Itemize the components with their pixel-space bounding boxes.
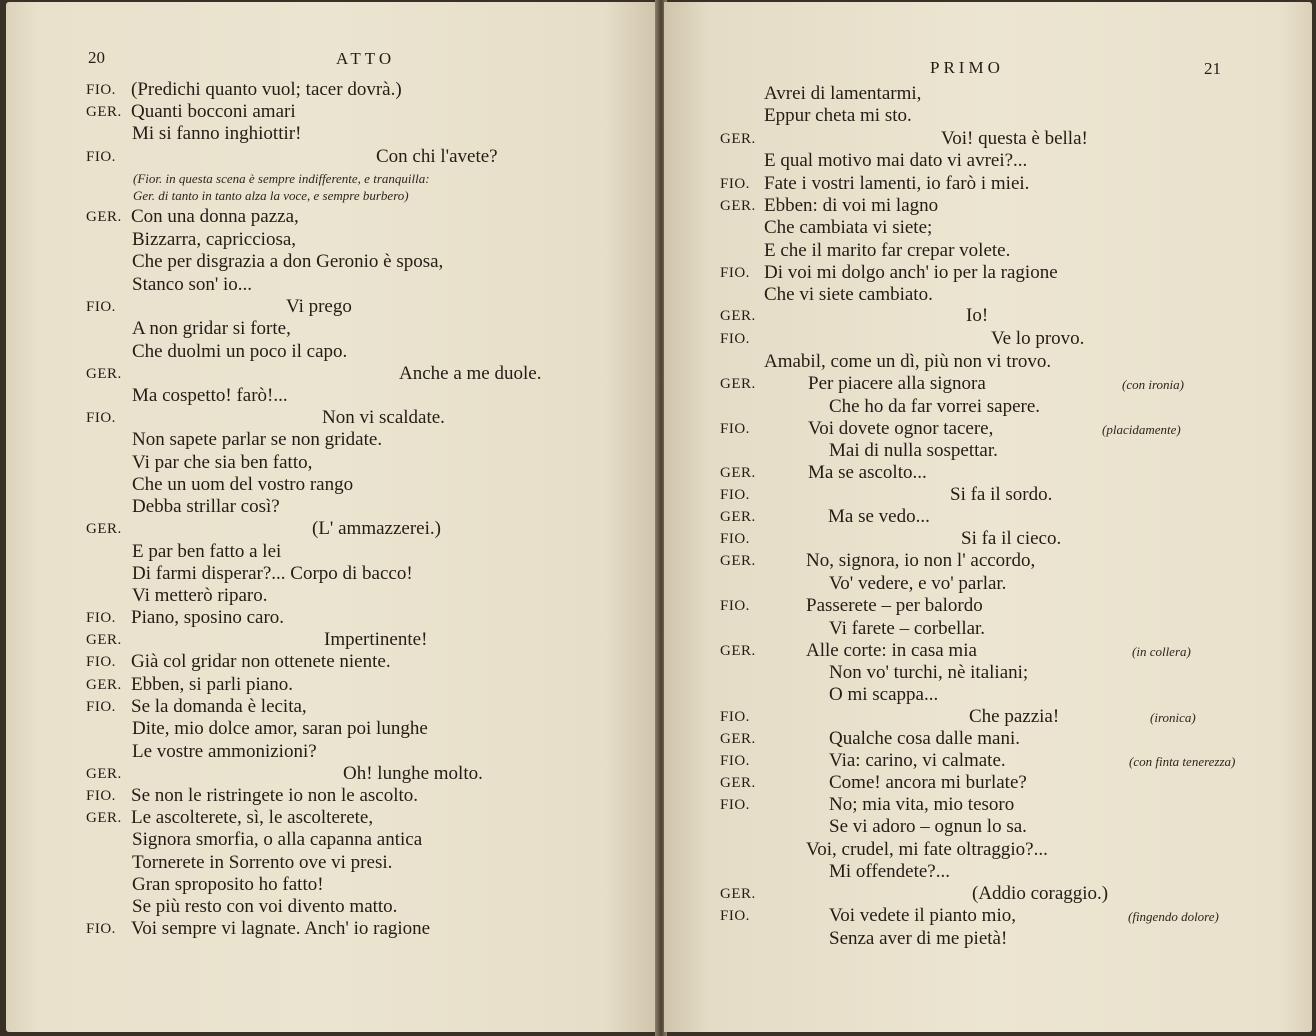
speaker-label: FIO. [86,654,116,670]
verse-line: O mi scappa... [829,684,939,705]
speaker-label: GER. [720,509,756,525]
verse-line: Che un uom del vostro rango [132,474,354,495]
verse-line: (Predichi quanto vuol; tacer dovrà.) [131,79,402,100]
verse-line: Senza aver di me pietà! [829,928,1008,949]
speaker-label: GER. [720,198,756,214]
verse-line: Voi dovete ognor tacere, [808,418,994,439]
speaker-label: FIO. [86,921,116,937]
verse-line: Di voi mi dolgo anch' io per la ragione [764,262,1058,283]
stage-direction: Ger. di tanto in tanto alza la voce, e sempre burbero) [133,188,409,203]
speaker-label: GER. [86,104,122,120]
speaker-label: FIO. [720,908,750,924]
speaker-label: FIO. [720,265,750,281]
verse-line: Di farmi disperar?... Corpo di bacco! [132,563,413,584]
verse-line: Signora smorfia, o alla capanna antica [132,829,423,850]
verse-line: Non sapete parlar se non gridate. [132,429,383,450]
verse-line: Quanti bocconi amari [131,101,296,122]
left-page [6,2,657,1032]
speaker-label: FIO. [720,531,750,547]
right-page [664,2,1312,1032]
verse-line: Ma se vedo... [828,506,930,527]
speaker-label: FIO. [720,598,750,614]
verse-line: Che cambiata vi siete; [764,217,933,238]
verse-line: E par ben fatto a lei [132,541,282,562]
speaker-label: GER. [86,209,122,225]
speaker-label: GER. [86,366,122,382]
verse-line: Se non le ristringete io non le ascolto. [131,785,419,806]
verse-line: Stanco son' io... [132,274,253,295]
stage-direction: (Fior. in questa scena è sempre indifferente, e tranquilla: [133,171,430,186]
speaker-label: GER. [86,766,122,782]
verse-line: Ebben: di voi mi lagno [764,195,939,216]
verse-line: Vo' vedere, e vo' parlar. [829,573,1007,594]
verse-line: Oh! lunghe molto. [343,763,483,784]
verse-line: Se la domanda è lecita, [131,696,307,717]
stage-direction: (in collera) [1132,644,1191,659]
verse-line: Già col gridar non ottenete niente. [131,651,391,672]
verse-line: E qual motivo mai dato vi avrei?... [764,150,1028,171]
speaker-label: FIO. [86,610,116,626]
verse-line: Amabil, come un dì, più non vi trovo. [764,351,1052,372]
running-head-left: ATTO [336,49,396,68]
page-number-left: 20 [88,48,105,67]
verse-line: Voi! questa è bella! [941,128,1088,149]
verse-line: Voi vedete il pianto mio, [829,905,1016,926]
speaker-label: GER. [720,131,756,147]
speaker-label: GER. [720,731,756,747]
verse-line: Se vi adoro – ognun lo sa. [829,816,1027,837]
speaker-label: FIO. [720,176,750,192]
speaker-label: FIO. [86,82,116,98]
verse-line: Che ho da far vorrei sapere. [829,396,1041,417]
speaker-label: GER. [720,465,756,481]
speaker-label: FIO. [86,699,116,715]
verse-line: Le ascolterete, sì, le ascolterete, [131,807,374,828]
verse-line: Vi prego [286,296,352,317]
verse-line: Mi offendete?... [829,861,950,882]
verse-line: Piano, sposino caro. [131,607,285,628]
verse-line: Impertinente! [324,629,428,650]
verse-line: Passerete – per balordo [806,595,983,616]
verse-line: Che vi siete cambiato. [764,284,933,305]
speaker-label: GER. [720,775,756,791]
verse-line: Ve lo provo. [991,328,1085,349]
stage-direction: (fingendo dolore) [1128,909,1219,924]
speaker-label: FIO. [86,149,116,165]
verse-line: Debba strillar così? [132,496,280,517]
speaker-label: GER. [720,886,756,902]
speaker-label: FIO. [720,709,750,725]
speaker-label: GER. [720,376,756,392]
verse-line: Tornerete in Sorrento ove vi presi. [132,852,393,873]
verse-line: Che per disgrazia a don Geronio è sposa, [132,251,444,272]
page-number-right: 21 [1204,59,1221,78]
verse-line: Voi, crudel, mi fate oltraggio?... [806,839,1048,860]
stage-direction: (con finta tenerezza) [1129,754,1236,769]
speaker-label: FIO. [720,421,750,437]
stage-direction: (ironica) [1150,710,1196,725]
speaker-label: FIO. [720,331,750,347]
verse-line: Si fa il cieco. [961,528,1062,549]
verse-line: Che duolmi un poco il capo. [132,341,348,362]
verse-line: Per piacere alla signora [808,373,986,394]
stage-direction: (con ironia) [1122,377,1184,392]
verse-line: Vi metterò riparo. [132,585,268,606]
verse-line: Che pazzia! [969,706,1060,727]
verse-line: E che il marito far crepar volete. [764,240,1011,261]
verse-line: Mai di nulla sospettar. [829,440,998,461]
speaker-label: GER. [86,677,122,693]
verse-line: Dite, mio dolce amor, saran poi lunghe [132,718,428,739]
verse-line: Se più resto con voi divento matto. [132,896,398,917]
speaker-label: FIO. [86,410,116,426]
verse-line: Eppur cheta mi sto. [764,105,912,126]
verse-line: Via: carino, vi calmate. [829,750,1006,771]
verse-line: A non gridar si forte, [132,318,291,339]
speaker-label: GER. [720,643,756,659]
speaker-label: GER. [86,521,122,537]
verse-line: Le vostre ammonizioni? [132,741,317,762]
verse-line: Vi farete – corbellar. [829,618,986,639]
verse-line: Ma cospetto! farò!... [132,385,288,406]
verse-line: Io! [966,305,989,326]
verse-line: Non vo' turchi, nè italiani; [829,662,1029,683]
verse-line: Non vi scaldate. [322,407,445,428]
verse-line: Ma se ascolto... [808,462,927,483]
speaker-label: FIO. [720,753,750,769]
verse-line: Come! ancora mi burlate? [829,772,1027,793]
speaker-label: GER. [86,810,122,826]
verse-line: (Addio coraggio.) [972,883,1109,904]
verse-line: Voi sempre vi lagnate. Anch' io ragione [131,918,431,939]
verse-line: Fate i vostri lamenti, io farò i miei. [764,173,1030,194]
verse-line: Con chi l'avete? [376,146,498,167]
verse-line: Qualche cosa dalle mani. [829,728,1020,749]
running-head-right: PRIMO [930,58,1004,77]
speaker-label: GER. [720,308,756,324]
verse-line: (L' ammazzerei.) [312,518,441,539]
verse-line: Alle corte: in casa mia [806,640,977,661]
verse-line: Avrei di lamentarmi, [764,83,922,104]
speaker-label: GER. [720,553,756,569]
verse-line: Bizzarra, capricciosa, [132,229,297,250]
speaker-label: FIO. [720,487,750,503]
verse-line: No; mia vita, mio tesoro [829,794,1015,815]
speaker-label: GER. [86,632,122,648]
speaker-label: FIO. [86,788,116,804]
verse-line: Ebben, si parli piano. [131,674,293,695]
speaker-label: FIO. [86,299,116,315]
verse-line: Gran sproposito ho fatto! [132,874,324,895]
verse-line: Mi si fanno inghiottir! [132,123,302,144]
stage-direction: (placidamente) [1102,422,1181,437]
verse-line: No, signora, io non l' accordo, [806,550,1036,571]
verse-line: Anche a me duole. [399,363,542,384]
verse-line: Vi par che sia ben fatto, [132,452,313,473]
speaker-label: FIO. [720,797,750,813]
verse-line: Con una donna pazza, [131,206,299,227]
verse-line: Si fa il sordo. [950,484,1053,505]
